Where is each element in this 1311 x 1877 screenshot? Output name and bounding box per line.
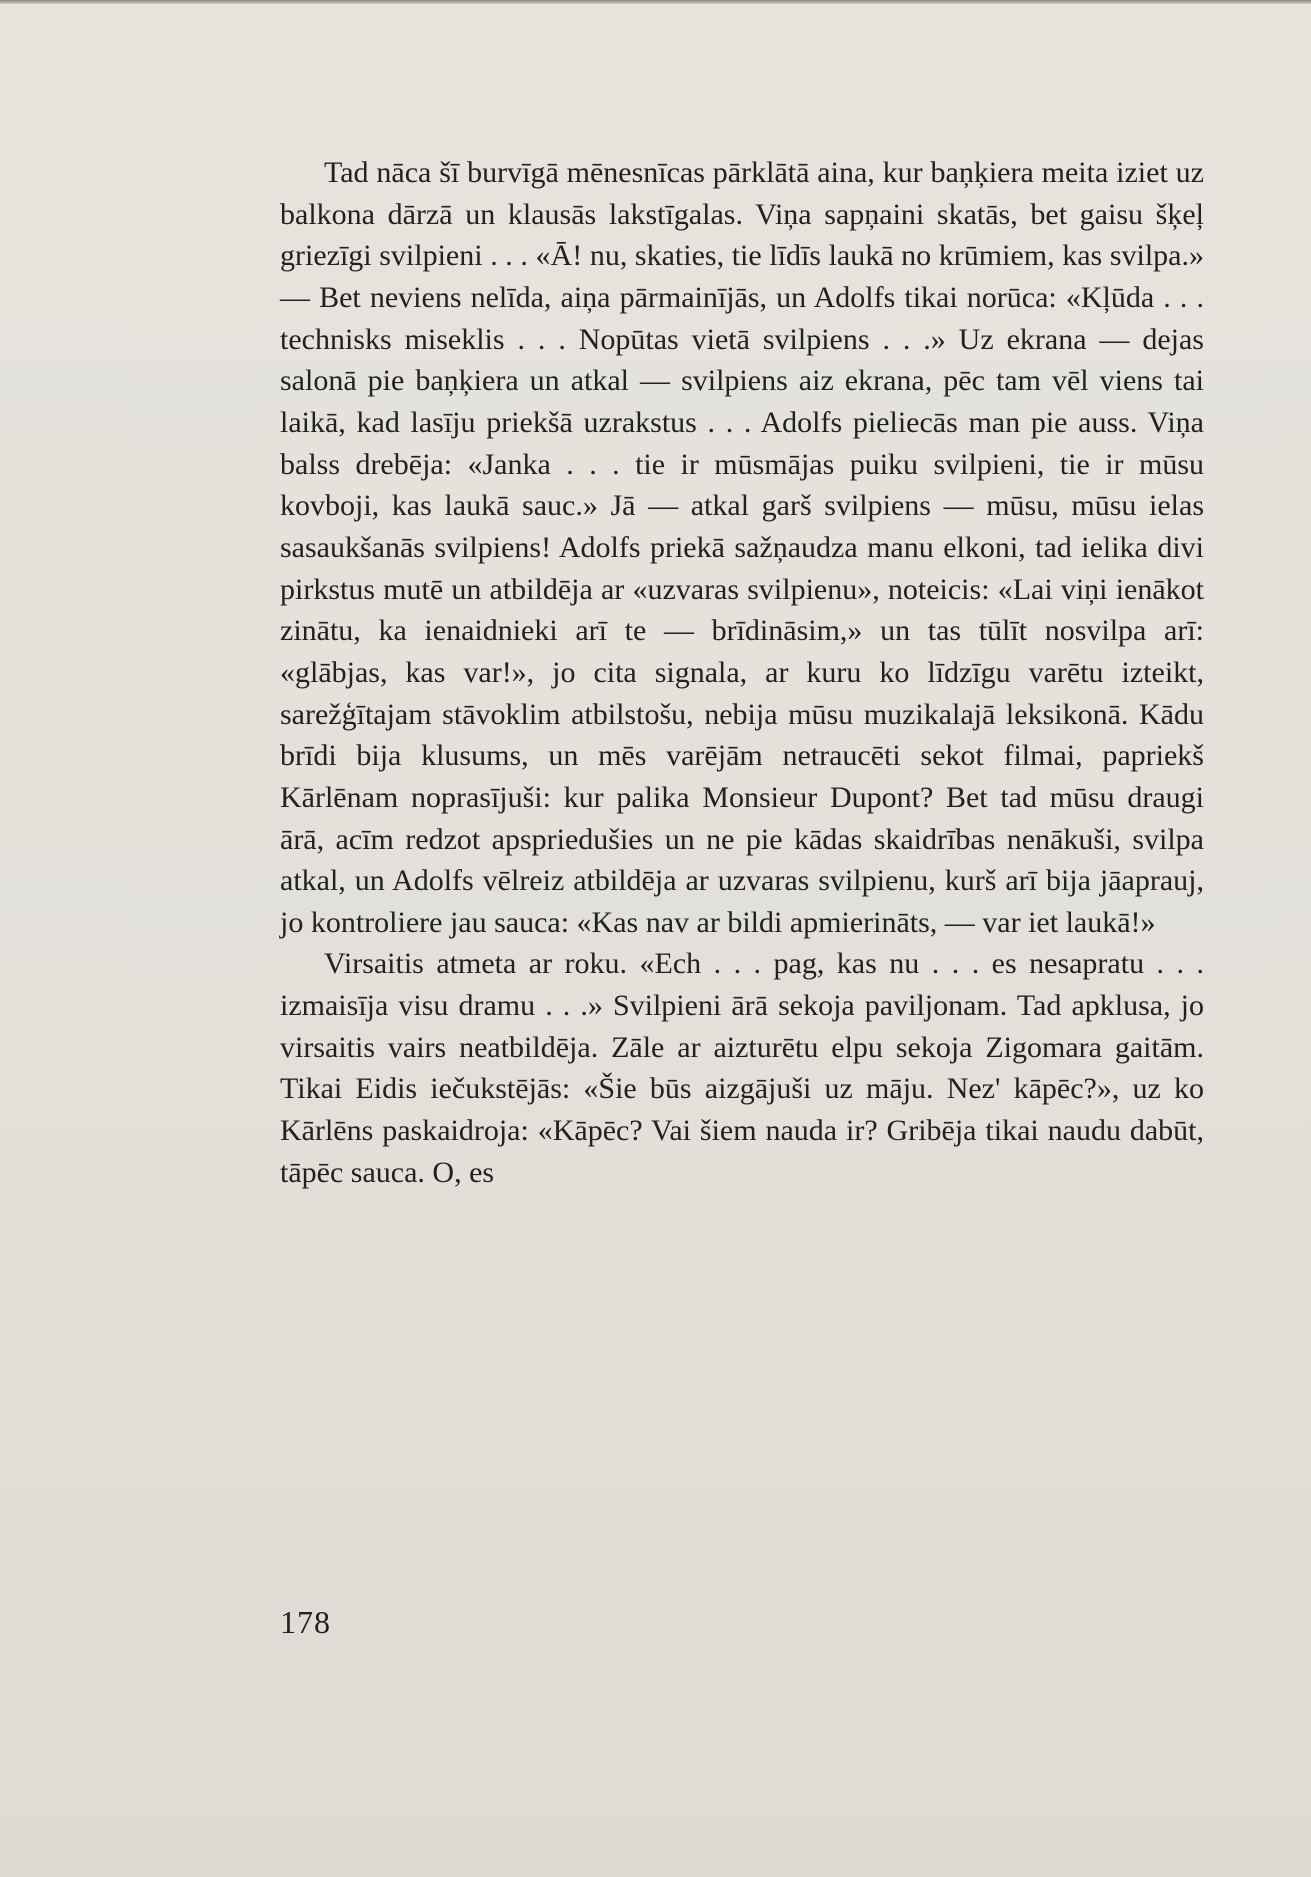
paragraph-2: Virsaitis atmeta ar roku. «Ech . . . pag, kas nu . . . es nesapratu . . . izmaisīja visu dramu . . .» Svilpieni ārā sekoja paviljonam. Tad apklusa, jo virsaitis vairs neatbildēja. Zāle ar aizturētu elpu sekoja Zigomara gaitām. Tikai Eidis iečukstējās: «Šie būs aizgājuši uz māju. Nez' kāpēc?», uz ko Kārlēns paskaidroja: «Kāpēc? Vai šiem nauda ir? Gribēja tikai naudu dabūt, tāpēc sauca. O, es	[280, 947, 1204, 1189]
body-text	[280, 152, 1204, 1193]
page-number: 178	[280, 1604, 331, 1640]
paragraph-1: Tad nāca šī burvīgā mēnesnīcas pārklātā aina, kur baņķiera meita iziet uz balkona dārzā un klausās lakstīgalas. Viņa sapņaini skatās, bet gaisu šķeļ griezīgi svilpieni . . . «Ā! nu, skaties, tie līdīs laukā no krūmiem, kas svilpa.» — Bet neviens nelīda, aiņa pārmainījās, un Adolfs tikai norūca: «Kļūda . . . technisks miseklis . . . Nopūtas vietā svilpiens . . .» Uz ekrana — dejas salonā pie baņķiera un atkal — svilpiens aiz ekrana, pēc tam vēl viens tai laikā, kad lasīju priekšā uzrakstus . . . Adolfs pieliecās man pie auss. Viņa balss drebēja: «Janka . . . tie ir mūsmājas puiku svilpieni, tie ir mūsu kovboji, kas laukā sauc.» Jā — atkal garš svilpiens — mūsu, mūsu ielas sasaukšanās svilpiens! Adolfs priekā sažņaudza manu elkoni, tad ielika divi pirkstus mutē un atbildēja ar «uzvaras svilpienu», noteicis: «Lai viņi ienākot zinātu, ka ienaidnieki arī te — brīdināsim,» un tas tūlīt nosvilpa arī: «glābjas, kas var!», jo cita signala, ar kuru ko līdzīgu varētu izteikt, sarežģītajam stāvoklim atbilstošu, nebija mūsu muzikalajā leksikonā. Kādu brīdi bija klusums, un mēs varējām netraucēti sekot filmai, papriekš Kārlēnam noprasījuši: kur palika Monsieur Dupont? Bet tad mūsu draugi ārā, acīm redzot apspriedušies un ne pie kādas skaidrības nenākuši, svilpa atkal, un Adolfs vēlreiz atbildēja ar uzvaras svilpienu, kurš arī bija jāaprauj, jo kontroliere jau sauca: «Kas nav ar bildi apmierināts, — var iet laukā!»	[280, 156, 1204, 939]
